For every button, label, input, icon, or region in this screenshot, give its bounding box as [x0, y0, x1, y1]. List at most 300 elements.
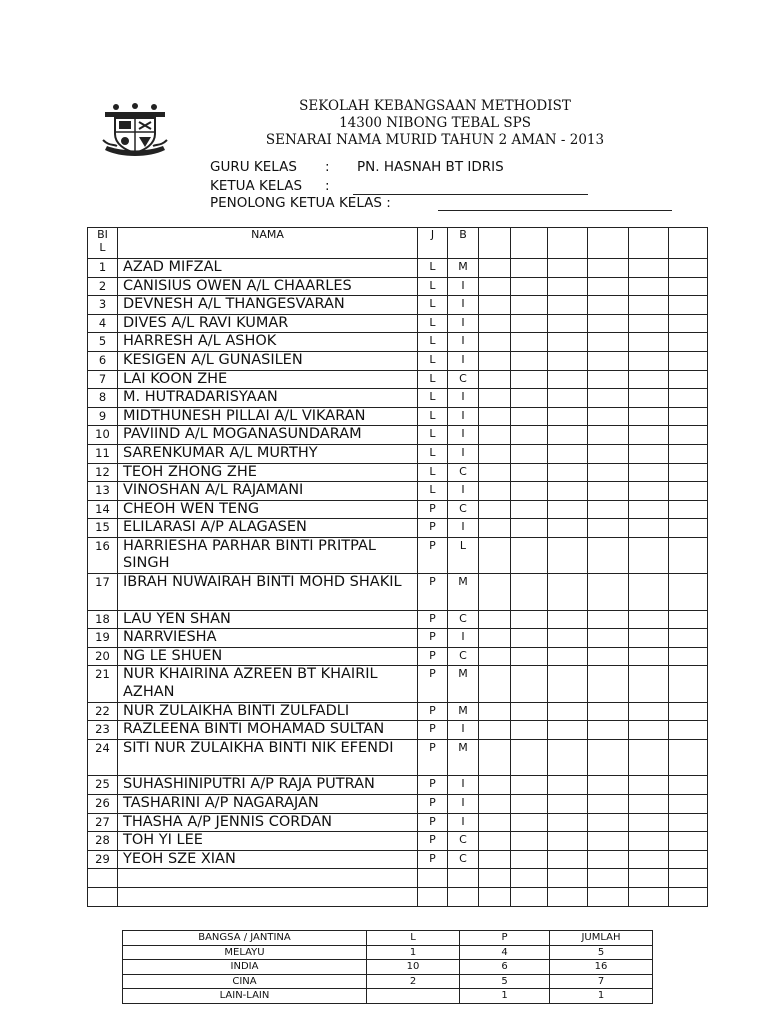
summary-row — [123, 989, 653, 1004]
nama-cell: THASHA A/P JENNIS CORDAN — [118, 813, 418, 832]
guru-kelas-line — [210, 159, 504, 176]
empty-cell — [548, 351, 588, 370]
table-row — [88, 721, 708, 740]
empty-cell — [629, 869, 669, 888]
bil-cell: 8 — [88, 389, 118, 408]
extra-header — [669, 228, 708, 259]
summary-row — [123, 960, 653, 975]
empty-cell — [511, 296, 548, 315]
empty-cell — [479, 813, 511, 832]
bangsa-cell: I — [448, 795, 479, 814]
empty-cell — [511, 776, 548, 795]
nama-cell: VINOSHAN A/L RAJAMANI — [118, 482, 418, 501]
bil-cell: 27 — [88, 813, 118, 832]
bil-cell: 26 — [88, 795, 118, 814]
empty-cell — [548, 629, 588, 648]
bangsa-cell: C — [448, 647, 479, 666]
empty-cell — [588, 610, 629, 629]
bangsa-header: B — [448, 228, 479, 259]
empty-cell — [588, 444, 629, 463]
jantina-cell: L — [418, 482, 448, 501]
empty-cell — [479, 333, 511, 352]
bil-cell: 9 — [88, 407, 118, 426]
bangsa-cell: I — [448, 296, 479, 315]
empty-cell — [548, 277, 588, 296]
extra-header — [588, 228, 629, 259]
empty-cell — [629, 813, 669, 832]
empty-cell — [588, 813, 629, 832]
empty-cell — [548, 296, 588, 315]
jantina-cell: L — [418, 314, 448, 333]
empty-cell — [548, 500, 588, 519]
summary-cell: 5 — [550, 945, 653, 960]
empty-cell — [629, 647, 669, 666]
empty-cell — [588, 407, 629, 426]
empty-cell — [479, 389, 511, 408]
empty-cell — [588, 702, 629, 721]
summary-table — [122, 930, 653, 1004]
empty-cell — [669, 795, 708, 814]
summary-header-cell: L — [367, 931, 460, 946]
nama-cell: MIDTHUNESH PILLAI A/L VIKARAN — [118, 407, 418, 426]
nama-cell: TOH YI LEE — [118, 832, 418, 851]
jantina-cell: P — [418, 647, 448, 666]
empty-cell — [548, 832, 588, 851]
empty-cell — [669, 333, 708, 352]
jantina-cell: P — [418, 574, 448, 610]
bangsa-cell: C — [448, 463, 479, 482]
empty-cell — [418, 869, 448, 888]
empty-cell — [511, 333, 548, 352]
empty-cell — [588, 519, 629, 538]
empty-cell — [511, 389, 548, 408]
empty-cell — [588, 482, 629, 501]
nama-cell: TASHARINI A/P NAGARAJAN — [118, 795, 418, 814]
empty-cell — [548, 702, 588, 721]
empty-cell — [629, 426, 669, 445]
empty-cell — [588, 537, 629, 573]
guru-kelas-value: PN. HASNAH BT IDRIS — [357, 159, 504, 175]
summary-header-cell: P — [460, 931, 550, 946]
summary-cell: CINA — [123, 974, 367, 989]
empty-cell — [588, 869, 629, 888]
nama-cell: YEOH SZE XIAN — [118, 850, 418, 869]
bil-cell: 24 — [88, 740, 118, 776]
empty-cell — [511, 426, 548, 445]
empty-cell — [629, 850, 669, 869]
nama-cell: TEOH ZHONG ZHE — [118, 463, 418, 482]
empty-cell — [511, 351, 548, 370]
penolong-ketua-line — [210, 195, 391, 212]
table-row — [88, 629, 708, 648]
empty-cell — [588, 370, 629, 389]
nama-cell: SUHASHINIPUTRI A/P RAJA PUTRAN — [118, 776, 418, 795]
bangsa-cell: M — [448, 666, 479, 702]
empty-cell — [479, 776, 511, 795]
jantina-cell: P — [418, 850, 448, 869]
bil-cell: 19 — [88, 629, 118, 648]
table-row — [88, 314, 708, 333]
empty-cell — [479, 610, 511, 629]
jantina-cell: L — [418, 370, 448, 389]
empty-cell — [669, 296, 708, 315]
summary-cell: 10 — [367, 960, 460, 975]
table-row — [88, 407, 708, 426]
empty-cell — [479, 351, 511, 370]
bangsa-cell: M — [448, 702, 479, 721]
bil-cell: 11 — [88, 444, 118, 463]
empty-cell — [548, 850, 588, 869]
empty-cell — [479, 277, 511, 296]
empty-cell — [669, 832, 708, 851]
jantina-cell: P — [418, 519, 448, 538]
summary-cell: 5 — [460, 974, 550, 989]
bil-cell: 23 — [88, 721, 118, 740]
nama-cell: NUR KHAIRINA AZREEN BT KHAIRIL AZHAN — [118, 666, 418, 702]
summary-cell — [367, 989, 460, 1004]
empty-cell — [479, 832, 511, 851]
summary-cell: 1 — [367, 945, 460, 960]
nama-cell: KESIGEN A/L GUNASILEN — [118, 351, 418, 370]
empty-cell — [629, 277, 669, 296]
table-row — [88, 277, 708, 296]
empty-cell — [511, 407, 548, 426]
jantina-cell: L — [418, 444, 448, 463]
empty-cell — [479, 314, 511, 333]
empty-cell — [629, 500, 669, 519]
jantina-cell: P — [418, 610, 448, 629]
empty-cell — [479, 463, 511, 482]
empty-cell — [629, 702, 669, 721]
summary-cell: MELAYU — [123, 945, 367, 960]
bil-cell: 28 — [88, 832, 118, 851]
empty-cell — [548, 333, 588, 352]
summary-cell: INDIA — [123, 960, 367, 975]
table-row — [88, 850, 708, 869]
bil-cell: 18 — [88, 610, 118, 629]
empty-cell — [479, 888, 511, 907]
empty-cell — [629, 444, 669, 463]
empty-cell — [511, 444, 548, 463]
table-row — [88, 351, 708, 370]
summary-header-row — [123, 931, 653, 946]
bangsa-cell: I — [448, 629, 479, 648]
empty-cell — [511, 721, 548, 740]
empty-cell — [548, 888, 588, 907]
nama-cell: IBRAH NUWAIRAH BINTI MOHD SHAKIL — [118, 574, 418, 610]
empty-cell — [588, 850, 629, 869]
nama-cell: ELILARASI A/P ALAGASEN — [118, 519, 418, 538]
empty-cell — [548, 666, 588, 702]
bangsa-cell: I — [448, 444, 479, 463]
jantina-cell: P — [418, 832, 448, 851]
jantina-cell: P — [418, 500, 448, 519]
empty-cell — [448, 869, 479, 888]
empty-cell — [588, 351, 629, 370]
empty-cell — [511, 666, 548, 702]
empty-cell — [479, 259, 511, 278]
empty-cell — [669, 610, 708, 629]
empty-cell — [629, 795, 669, 814]
empty-cell — [548, 259, 588, 278]
summary-header-cell: BANGSA / JANTINA — [123, 931, 367, 946]
empty-cell — [669, 869, 708, 888]
bil-cell: 22 — [88, 702, 118, 721]
nama-cell: RAZLEENA BINTI MOHAMAD SULTAN — [118, 721, 418, 740]
bangsa-cell: I — [448, 776, 479, 795]
bangsa-cell: I — [448, 426, 479, 445]
empty-cell — [588, 426, 629, 445]
empty-cell — [629, 351, 669, 370]
extra-header — [629, 228, 669, 259]
jantina-cell: P — [418, 537, 448, 573]
empty-cell — [479, 444, 511, 463]
bil-cell: 2 — [88, 277, 118, 296]
bil-cell: 15 — [88, 519, 118, 538]
empty-cell — [548, 407, 588, 426]
empty-cell — [669, 813, 708, 832]
empty-cell — [669, 370, 708, 389]
nama-cell: CHEOH WEN TENG — [118, 500, 418, 519]
empty-cell — [479, 537, 511, 573]
empty-cell — [669, 702, 708, 721]
empty-cell — [479, 721, 511, 740]
bangsa-cell: M — [448, 259, 479, 278]
nama-cell: HARRIESHA PARHAR BINTI PRITPAL SINGH — [118, 537, 418, 573]
bangsa-cell: I — [448, 721, 479, 740]
table-row — [88, 666, 708, 702]
nama-cell: DEVNESH A/L THANGESVARAN — [118, 296, 418, 315]
nama-cell: HARRESH A/L ASHOK — [118, 333, 418, 352]
bil-header: BI L — [88, 228, 118, 259]
bangsa-cell: C — [448, 500, 479, 519]
empty-cell — [479, 500, 511, 519]
empty-cell — [511, 314, 548, 333]
empty-cell — [629, 333, 669, 352]
jantina-cell: L — [418, 277, 448, 296]
nama-cell: AZAD MIFZAL — [118, 259, 418, 278]
jantina-cell: L — [418, 426, 448, 445]
empty-cell — [511, 795, 548, 814]
bangsa-cell: C — [448, 370, 479, 389]
nama-cell: CANISIUS OWEN A/L CHAARLES — [118, 277, 418, 296]
empty-cell — [629, 574, 669, 610]
empty-cell — [548, 482, 588, 501]
empty-cell — [629, 888, 669, 907]
empty-cell — [588, 629, 629, 648]
jantina-cell: L — [418, 296, 448, 315]
bil-cell: 29 — [88, 850, 118, 869]
empty-cell — [88, 888, 118, 907]
empty-cell — [588, 888, 629, 907]
empty-cell — [548, 574, 588, 610]
empty-cell — [479, 666, 511, 702]
empty-cell — [669, 629, 708, 648]
empty-cell — [548, 314, 588, 333]
empty-cell — [88, 869, 118, 888]
empty-cell — [629, 370, 669, 389]
empty-cell — [511, 259, 548, 278]
summary-body — [123, 931, 653, 1004]
jantina-cell: P — [418, 776, 448, 795]
bil-cell: 6 — [88, 351, 118, 370]
empty-cell — [479, 296, 511, 315]
roster-header-row — [88, 228, 708, 259]
nama-cell: SITI NUR ZULAIKHA BINTI NIK EFENDI — [118, 740, 418, 776]
empty-cell — [629, 666, 669, 702]
empty-cell — [479, 647, 511, 666]
bil-cell: 3 — [88, 296, 118, 315]
nama-cell: NUR ZULAIKHA BINTI ZULFADLI — [118, 702, 418, 721]
bangsa-cell: C — [448, 832, 479, 851]
empty-cell — [669, 666, 708, 702]
empty-cell — [548, 647, 588, 666]
bil-cell: 13 — [88, 482, 118, 501]
table-row — [88, 389, 708, 408]
empty-cell — [511, 869, 548, 888]
empty-cell — [548, 389, 588, 408]
empty-cell — [629, 721, 669, 740]
empty-cell — [588, 333, 629, 352]
empty-cell — [588, 740, 629, 776]
school-address: 14300 NIBONG TEBAL SPS — [339, 115, 531, 131]
empty-cell — [118, 869, 418, 888]
jantina-cell: L — [418, 407, 448, 426]
jantina-cell: L — [418, 333, 448, 352]
table-row — [88, 537, 708, 573]
empty-cell — [588, 666, 629, 702]
bangsa-cell: C — [448, 610, 479, 629]
table-row — [88, 795, 708, 814]
school-crest-logo — [101, 100, 169, 158]
empty-cell — [669, 574, 708, 610]
empty-cell — [479, 426, 511, 445]
empty-cell — [511, 537, 548, 573]
empty-cell — [548, 776, 588, 795]
bangsa-cell: I — [448, 407, 479, 426]
empty-cell — [588, 647, 629, 666]
empty-cell — [629, 463, 669, 482]
empty-cell — [629, 537, 669, 573]
bil-cell: 16 — [88, 537, 118, 573]
empty-cell — [588, 314, 629, 333]
nama-cell: DIVES A/L RAVI KUMAR — [118, 314, 418, 333]
empty-cell — [479, 519, 511, 538]
table-row — [88, 813, 708, 832]
jantina-cell: P — [418, 813, 448, 832]
empty-cell — [669, 426, 708, 445]
empty-cell — [669, 888, 708, 907]
table-row — [88, 776, 708, 795]
empty-cell — [629, 832, 669, 851]
empty-cell — [629, 314, 669, 333]
empty-cell — [548, 444, 588, 463]
empty-cell — [479, 869, 511, 888]
empty-cell — [511, 519, 548, 538]
empty-cell — [669, 259, 708, 278]
empty-cell — [511, 813, 548, 832]
table-row — [88, 702, 708, 721]
empty-cell — [629, 610, 669, 629]
jantina-cell: L — [418, 463, 448, 482]
table-row — [88, 259, 708, 278]
roster-body — [88, 259, 708, 907]
empty-cell — [669, 519, 708, 538]
empty-cell — [511, 850, 548, 869]
empty-cell — [588, 296, 629, 315]
bangsa-cell: I — [448, 351, 479, 370]
empty-cell — [479, 795, 511, 814]
empty-cell — [511, 702, 548, 721]
extra-header — [479, 228, 511, 259]
empty-cell — [479, 740, 511, 776]
empty-cell — [548, 813, 588, 832]
nama-cell: M. HUTRADARISYAAN — [118, 389, 418, 408]
empty-cell — [629, 519, 669, 538]
empty-cell — [669, 444, 708, 463]
empty-cell — [669, 314, 708, 333]
bil-cell: 7 — [88, 370, 118, 389]
empty-cell — [511, 482, 548, 501]
empty-cell — [548, 869, 588, 888]
bangsa-cell: I — [448, 519, 479, 538]
empty-cell — [548, 740, 588, 776]
empty-cell — [548, 426, 588, 445]
table-row — [88, 519, 708, 538]
guru-kelas-colon: : — [325, 159, 330, 175]
empty-cell — [548, 519, 588, 538]
summary-row — [123, 974, 653, 989]
empty-cell — [511, 610, 548, 629]
ketua-kelas-line — [210, 178, 330, 195]
summary-cell: 1 — [550, 989, 653, 1004]
empty-cell — [629, 482, 669, 501]
bil-cell: 20 — [88, 647, 118, 666]
bil-cell: 5 — [88, 333, 118, 352]
table-row — [88, 500, 708, 519]
empty-cell — [479, 574, 511, 610]
nama-cell: LAU YEN SHAN — [118, 610, 418, 629]
guru-kelas-label: GURU KELAS — [210, 159, 297, 175]
bangsa-cell: I — [448, 333, 479, 352]
empty-cell — [479, 370, 511, 389]
empty-cell — [548, 537, 588, 573]
empty-cell — [511, 277, 548, 296]
nama-cell: NARRVIESHA — [118, 629, 418, 648]
empty-cell — [548, 370, 588, 389]
empty-cell — [588, 500, 629, 519]
bangsa-cell: M — [448, 574, 479, 610]
blank-row — [88, 869, 708, 888]
jantina-cell: L — [418, 259, 448, 278]
summary-cell: 7 — [550, 974, 653, 989]
list-title: SENARAI NAMA MURID TAHUN 2 AMAN - 2013 — [265, 132, 605, 148]
table-row — [88, 610, 708, 629]
jantina-cell: P — [418, 666, 448, 702]
empty-cell — [629, 629, 669, 648]
empty-cell — [479, 629, 511, 648]
empty-cell — [511, 370, 548, 389]
student-roster-table — [87, 227, 708, 907]
bangsa-cell: I — [448, 389, 479, 408]
empty-cell — [588, 832, 629, 851]
jantina-cell: P — [418, 629, 448, 648]
bil-cell: 4 — [88, 314, 118, 333]
empty-cell — [669, 500, 708, 519]
empty-cell — [669, 850, 708, 869]
empty-cell — [548, 721, 588, 740]
empty-cell — [669, 740, 708, 776]
